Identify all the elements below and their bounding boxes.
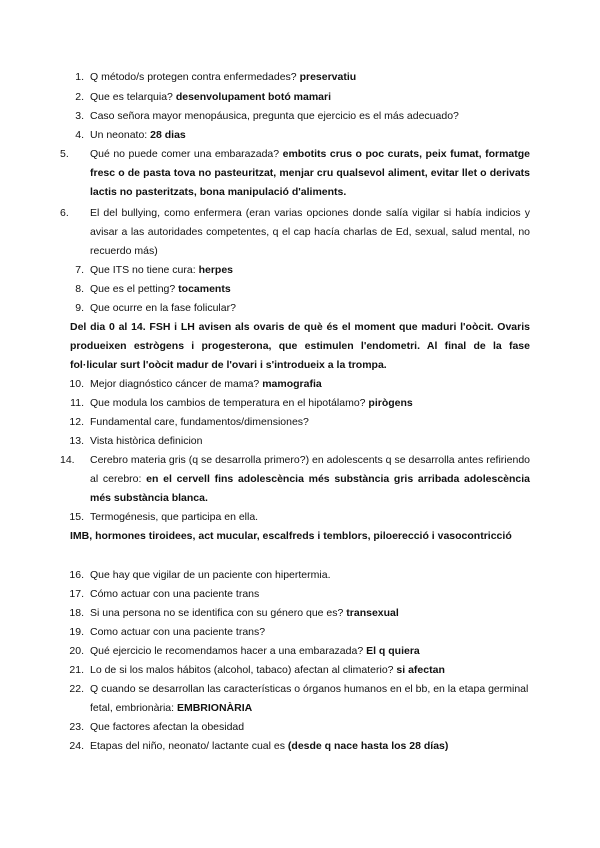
question-text: Qué ejercicio le recomendamos hacer a una embarazada?: [90, 645, 364, 657]
question-text: El del bullying, como enfermera (eran varias opciones donde salía vigilar si había indicios y avisar a las autoridades competentes, q el cap hacía charlas de Ed, sexual, salud mental, no recuerdo más): [90, 207, 530, 257]
list-item: 6. El del bullying, como enfermera (eran varias opciones donde salía vigilar si había indicios y avisar a las autoridades competentes, q el cap hacía charlas de Ed, sexual, salud mental, no recuerdo más): [60, 207, 530, 257]
answer-text: EMBRIONÀRIA: [176, 702, 253, 714]
list-item: 11. Que modula los cambios de temperatura en el hipotálamo? pirògens: [70, 397, 413, 409]
list-item: 15. Termogénesis, que participa en ella.: [69, 511, 259, 523]
question-text: Termogénesis, que participa en ella.: [90, 511, 259, 523]
answer-text: El q quiera: [366, 645, 420, 657]
question-text: Qué no puede comer una embarazada?: [90, 148, 280, 160]
list-item: 23. Que factores afectan la obesidad: [69, 721, 245, 733]
question-text: Que modula los cambios de temperatura en el hipotálamo?: [90, 397, 366, 409]
answer-text: preservatiu: [299, 71, 357, 83]
answer-text: tocaments: [178, 283, 231, 295]
question-text: Un neonato:: [90, 129, 148, 141]
question-text: Cerebro materia gris (q se desarrolla primero?) en adolescents q se desarrolla antes refiriendo al cerebro:: [90, 454, 530, 485]
list-item: 18. Si una persona no se identifica con su género que es? transexual: [69, 607, 399, 619]
question-text: Que ocurre en la fase folicular?: [90, 302, 236, 314]
answer-text: si afectan: [396, 664, 445, 676]
list-item: 3. Caso señora mayor menopáusica, pregunta que ejercicio es el más adecuado?: [75, 110, 459, 122]
question-text: Q método/s protegen contra enfermedades?: [90, 71, 297, 83]
question-text: Que es telarquia?: [90, 91, 173, 103]
list-item: 1. Q método/s protegen contra enfermedades? preservatiu: [75, 71, 357, 83]
list-item: 19. Como actuar con una paciente trans?: [69, 626, 266, 638]
question-text: Que factores afectan la obesidad: [90, 721, 245, 733]
question-text: Que hay que vigilar de un paciente con hipertermia.: [90, 569, 331, 581]
answer-text: pirògens: [368, 397, 413, 409]
answer-text: mamografia: [262, 378, 322, 390]
list-item: 10. Mejor diagnóstico cáncer de mama? mamografia: [69, 378, 322, 390]
list-item: 9. Que ocurre en la fase folicular?: [75, 302, 236, 314]
question-text: Como actuar con una paciente trans?: [90, 626, 266, 638]
question-text: Fundamental care, fundamentos/dimensiones?: [90, 416, 309, 428]
answer-text: 28 dias: [150, 129, 186, 141]
list-item: 4. Un neonato: 28 dias: [75, 129, 186, 141]
list-item: 16. Que hay que vigilar de un paciente con hipertermia.: [69, 569, 331, 581]
answer-text: embotits crus o poc curats, peix fumat, formatge fresc o de pasta tova no pasteuritzat, menjar cru qualsevol aliment, evitar llet o derivats lactis no pasteritzats, bona manipulació d'aliments.: [90, 148, 530, 198]
question-text: Caso señora mayor menopáusica, pregunta que ejercicio es el más adecuado?: [90, 110, 459, 122]
list-item: 17. Cómo actuar con una paciente trans: [69, 588, 260, 600]
list-item: 2. Que es telarquia? desenvolupament botó mamari: [75, 91, 332, 103]
list-item: 7. Que ITS no tiene cura: herpes: [75, 264, 234, 276]
answer-text: (desde q nace hasta los 28 días): [287, 740, 449, 752]
answer-text: transexual: [346, 607, 399, 619]
question-text: Vista històrica definicion: [90, 435, 203, 447]
question-text: Q cuando se desarrollan las características o órganos humanos en el bb, en la etapa germinal fetal, embrionària:: [90, 683, 529, 714]
list-item: 14. Cerebro materia gris (q se desarrolla primero?) en adolescents q se desarrolla antes refiriendo al cerebro: en el cervell fins adolescència més substància gris arribada adolescència més substància blanca.: [60, 454, 531, 504]
question-text: Etapas del niño, neonato/ lactante cual es: [90, 740, 285, 752]
question-text: Que es el petting?: [90, 283, 176, 295]
answer-paragraph: Del dia 0 al 14. FSH i LH avisen als ovaris de què és el moment que maduri l'oòcit. Ovaris produeixen estrògens i progesterona, que estimulen l'endometri. Al final de la fase fol·licular surt l'oòcit madur de l'ovari i s'introdueix a la trompa.: [70, 321, 530, 371]
list-item: 13. Vista històrica definicion: [69, 435, 203, 447]
question-text: Mejor diagnóstico cáncer de mama?: [90, 378, 260, 390]
list-item: 5. Qué no puede comer una embarazada? embotits crus o poc curats, peix fumat, formatge fresc o de pasta tova no pasteuritzat, menjar cru qualsevol aliment, evitar llet o derivats lactis no pasteritzats, bona manipulació d'aliments.: [60, 148, 530, 198]
list-item: 12. Fundamental care, fundamentos/dimensiones?: [69, 416, 309, 428]
answer-text: desenvolupament botó mamari: [175, 91, 332, 103]
answer-text: herpes: [198, 264, 234, 276]
list-item: 24. Etapas del niño, neonato/ lactante cual es (desde q nace hasta los 28 días): [69, 740, 449, 752]
question-text: Si una persona no se identifica con su género que es?: [90, 607, 344, 619]
question-text: Que ITS no tiene cura:: [90, 264, 196, 276]
question-text: Lo de si los malos hábitos (alcohol, tabaco) afectan al climaterio?: [90, 664, 394, 676]
list-item: 20. Qué ejercicio le recomendamos hacer a una embarazada? El q quiera: [69, 645, 420, 657]
list-item: 21. Lo de si los malos hábitos (alcohol, tabaco) afectan al climaterio? si afectan: [69, 664, 445, 676]
question-text: Cómo actuar con una paciente trans: [90, 588, 260, 600]
answer-paragraph: IMB, hormones tiroidees, act mucular, escalfreds i temblors, piloerecció i vasocontricció: [70, 530, 512, 542]
list-item: 8. Que es el petting? tocaments: [75, 283, 231, 295]
list-item: 22. Q cuando se desarrollan las características o órganos humanos en el bb, en la etapa germinal fetal, embrionària: EMBRIONÀRIA: [69, 683, 529, 714]
answer-text: en el cervell fins adolescència més substància gris arribada adolescència més substància blanca.: [90, 473, 531, 504]
